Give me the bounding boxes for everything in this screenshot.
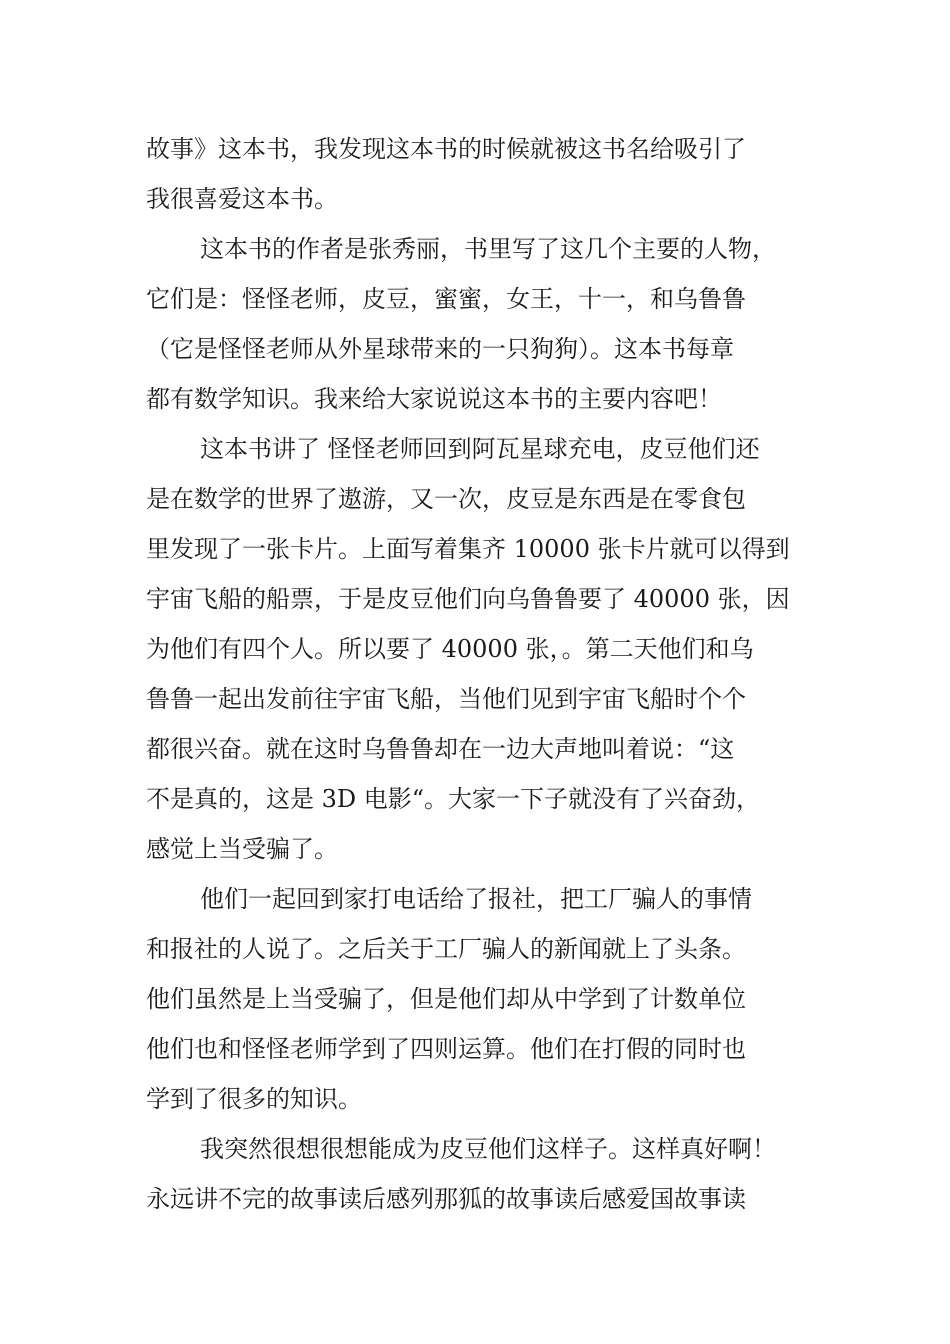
text-line: 学到了很多的知识。: [146, 1085, 362, 1113]
text-line: 他们一起回到家打电话给了报社，把工厂骗人的事情: [200, 885, 752, 913]
text-line: 宇宙飞船的船票，于是皮豆他们向乌鲁鲁要了 40000 张，因: [146, 585, 790, 613]
text-line: 永远讲不完的故事读后感列那狐的故事读后感爱国故事读: [146, 1185, 746, 1213]
text-line: 都很兴奋。就在这时乌鲁鲁却在一边大声地叫着说：“这: [146, 735, 735, 763]
paragraph: [146, 874, 826, 1124]
text-line: 是在数学的世界了遨游，又一次，皮豆是东西是在零食包: [146, 485, 746, 513]
text-line: 它们是：怪怪老师，皮豆，蜜蜜，女王，十一，和乌鲁鲁: [146, 285, 746, 313]
text-line: 鲁鲁一起出发前往宇宙飞船，当他们见到宇宙飞船时个个: [146, 685, 746, 713]
paragraph: [146, 1124, 826, 1224]
text-line: 和报社的人说了。之后关于工厂骗人的新闻就上了头条。: [146, 935, 746, 963]
text-line: 都有数学知识。我来给大家说说这本书的主要内容吧！: [146, 385, 722, 413]
text-line: 里发现了一张卡片。上面写着集齐 10000 张卡片就可以得到: [146, 535, 790, 563]
text-line: 他们虽然是上当受骗了，但是他们却从中学到了计数单位: [146, 985, 746, 1013]
paragraph: [146, 424, 826, 874]
text-line: 为他们有四个人。所以要了 40000 张，。第二天他们和乌: [146, 635, 754, 663]
text-line: 感觉上当受骗了。: [146, 835, 338, 863]
text-line: 他们也和怪怪老师学到了四则运算。他们在打假的同时也: [146, 1035, 746, 1063]
paragraph: [146, 124, 826, 224]
text-line: 不是真的，这是 3D 电影“。大家一下子就没有了兴奋劲，: [146, 785, 761, 813]
document-body: [146, 124, 826, 1224]
text-line: 这本书讲了 怪怪老师回到阿瓦星球充电，皮豆他们还: [200, 435, 760, 463]
text-line: 我突然很想很想能成为皮豆他们这样子。这样真好啊！: [200, 1135, 776, 1163]
text-line: 我很喜爱这本书。: [146, 185, 338, 213]
text-line: 这本书的作者是张秀丽，书里写了这几个主要的人物，: [200, 235, 776, 263]
text-line: （它是怪怪老师从外星球带来的一只狗狗）。这本书每章: [146, 335, 734, 363]
paragraph: [146, 224, 826, 424]
text-line: 故事》这本书，我发现这本书的时候就被这书名给吸引了: [146, 135, 746, 163]
